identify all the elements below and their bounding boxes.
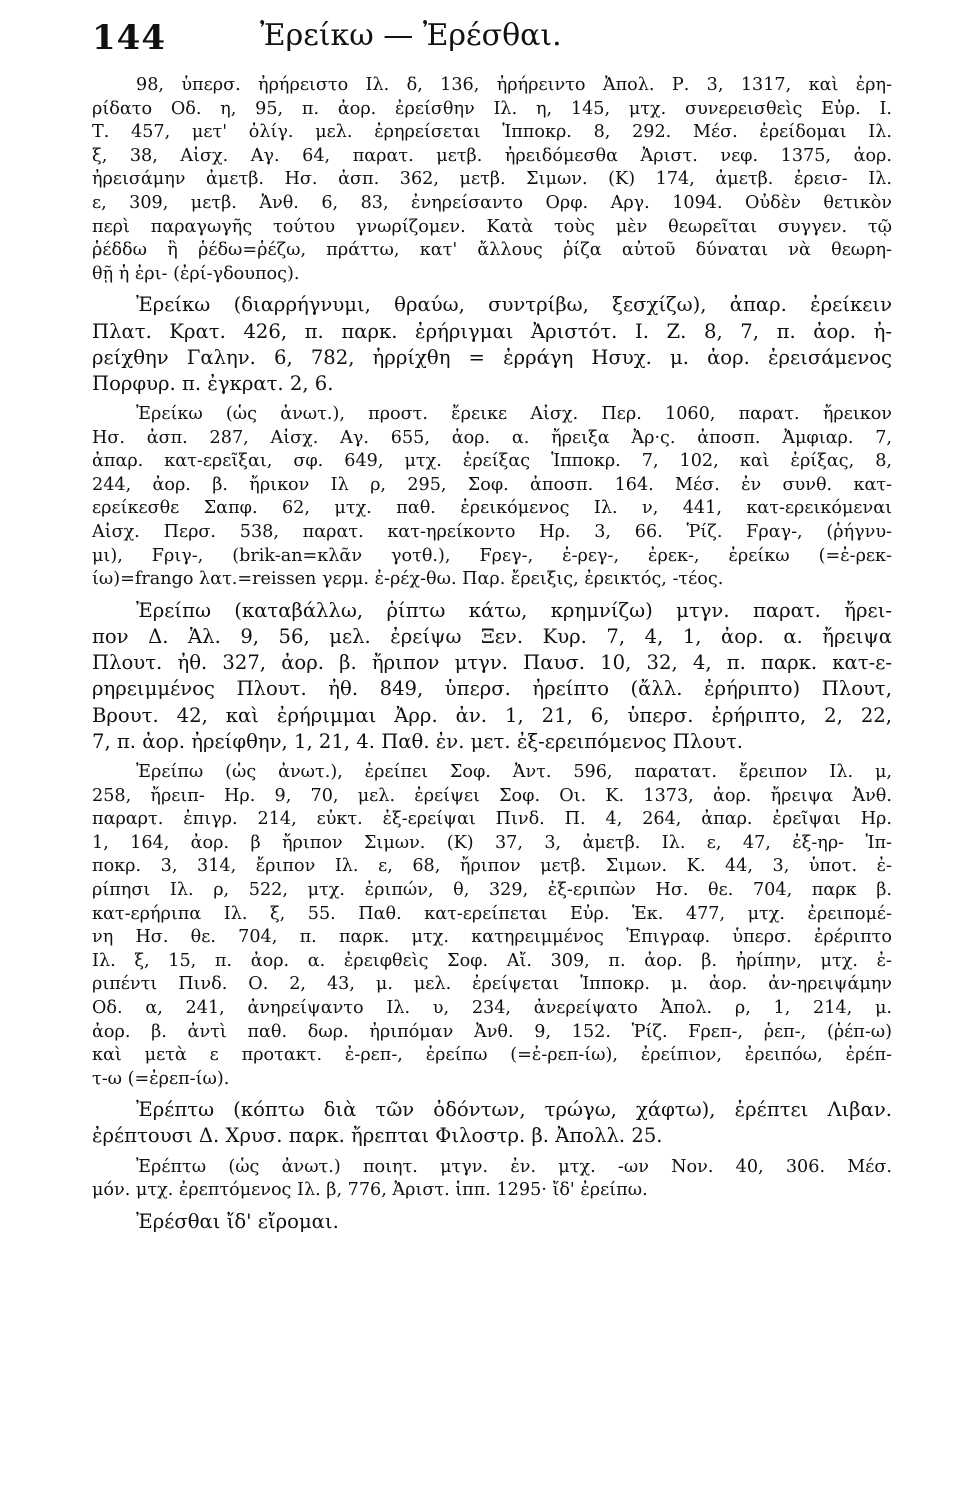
text-line: ρίπησι Ιλ. ρ, 522, μτχ. ἐριπών, θ, 329, ἐξ-εριπὼν Ησ. θε. 704, παρκ β. bbox=[92, 879, 892, 900]
text-line: περὶ παραγωγῆς τούτου γνωρίζομεν. Κατὰ τοὺς μὲν θεωρεῖται συγγεν. τῷ bbox=[92, 216, 892, 237]
text-line: Ἐρέπτω (κόπτω διὰ τῶν ὀδόντων, τρώγω, χάφτω), ἐρέπτει Λιβαν. bbox=[136, 1098, 892, 1122]
text-line: Πλατ. Κρατ. 426, π. παρκ. ἐρήριγμαι Ἀριστότ. Ι. Ζ. 8, 7, π. ἀορ. ἠ- bbox=[92, 319, 892, 343]
entry-paragraph bbox=[92, 1209, 892, 1235]
text-line: νη Ησ. θε. 704, π. παρκ. μτχ. κατηρειμμένος Ἐπιγραφ. ὑπερσ. ἐρέριπτο bbox=[92, 927, 892, 948]
text-line: 98, ὑπερσ. ἠρήρειστο Ιλ. δ, 136, ἠρήρειντο Ἀπολ. Ρ. 3, 1317, καὶ ἐρη- bbox=[136, 75, 892, 95]
text-line: Ησ. ἀσπ. 287, Αἰσχ. Αγ. 655, ἀορ. α. ἤρειξα Ἀρ·ς. ἀποσπ. Ἀμφιαρ. 7, bbox=[92, 427, 892, 448]
text-line: Ἐρείκω (διαρρήγνυμι, θραύω, συντρίβω, ξεσχίζω), ἀπαρ. ἐρείκειν bbox=[136, 293, 892, 317]
text-line: 7, π. ἀορ. ἠρείφθην, 1, 21, 4. Παθ. ἐν. μετ. ἐξ-ερειπόμενος Πλουτ. bbox=[92, 729, 744, 753]
text-line: Ἐρείπω (καταβάλλω, ῥίπτω κάτω, κρημνίζω) μτγν. παρατ. ἤρει- bbox=[136, 598, 892, 622]
text-line: Βρουτ. 42, καὶ ἐρήριμμαι Ἀρρ. ἀν. 1, 21, 6, ὑπερσ. ἐρήριπτο, 2, 22, bbox=[92, 703, 892, 727]
text-line: ερείκεσθε Σαπφ. 62, μτχ. παθ. ἐρεικόμενος Ιλ. ν, 441, κατ-ερεικόμεναι bbox=[92, 498, 892, 519]
text-line: καὶ μετὰ ε προτακτ. ἐ-ρεπ-, ἐρείπω (=ἐ-ρεπ-ίω), ἐρείπιον, ἐρειπόω, ἐρέπ- bbox=[92, 1045, 892, 1066]
text-line: Ἐρείπω (ὡς ἀνωτ.), ἐρείπει Σοφ. Ἀντ. 596, παρατατ. ἔρειπον Ιλ. μ, bbox=[136, 761, 892, 782]
entry-paragraph bbox=[92, 74, 892, 286]
text-line: Οδ. α, 241, ἀνηρείψαντο Ιλ. υ, 234, ἀνερείψατο Ἀπολ. ρ, 1, 214, μ. bbox=[92, 997, 892, 1018]
page-header bbox=[92, 14, 892, 62]
text-line: ρηρειμμένος Πλουτ. ἠθ. 849, ὑπερσ. ἠρείπτο (ἄλλ. ἐρήριπτο) Πλουτ, bbox=[92, 677, 892, 701]
text-line: Πορφυρ. π. ἐγκρατ. 2, 6. bbox=[92, 371, 334, 395]
page-body bbox=[92, 68, 892, 1235]
page-number: 144 bbox=[92, 18, 166, 58]
text-line: 244, ἀορ. β. ἤρικον Ιλ ρ, 295, Σοφ. ἀποσπ. 164. Μέσ. ἐν συνθ. κατ- bbox=[92, 474, 892, 495]
text-line: μόν. μτχ. ἐρεπτόμενος Ιλ. β, 776, Ἀριστ. ἱππ. 1295· ἴδ' ἐρείπω. bbox=[92, 1180, 648, 1201]
text-line: ἀορ. β. ἀντὶ παθ. δωρ. ἠριπόμαν Ἀνθ. 9, 152. Ῥίζ. Fρεπ-, ῥεπ-, (ῥέπ-ω) bbox=[92, 1021, 892, 1042]
text-line: κατ-ερήριπα Ιλ. ξ, 55. Παθ. κατ-ερείπεται Εὐρ. Ἑκ. 477, μτχ. ἐρειπομέ- bbox=[92, 903, 892, 924]
text-line: ρίδατο Οδ. η, 95, π. ἀορ. ἐρείσθην Ιλ. η, 145, μτχ. συνερεισθεὶς Εὐρ. Ι. bbox=[92, 98, 892, 119]
text-line: ριπέντι Πινδ. Ο. 2, 43, μ. μελ. ἐρείψεται Ἱπποκρ. μ. ἀορ. ἀν-ηρειψάμην bbox=[92, 974, 892, 995]
text-line: Ιλ. ξ, 15, π. ἀορ. α. ἐρειφθεὶς Σοφ. Αἴ. 309, π. ἀορ. β. ἠρίπην, μτχ. ἐ- bbox=[92, 950, 892, 971]
text-line: θῇ ἡ ἐρι- (ἐρί-γδουπος). bbox=[92, 263, 300, 284]
text-line: Ἐρέπτω (ὡς ἀνωτ.) ποιητ. μτγν. ἐν. μτχ. -ων Νον. 40, 306. Μέσ. bbox=[136, 1156, 892, 1177]
entry-paragraph bbox=[92, 292, 892, 397]
text-line: ἐρέπτουσι Δ. Χρυσ. παρκ. ἤρεπται Φιλοστρ. β. Ἀπολλ. 25. bbox=[92, 1124, 663, 1148]
text-line: τ-ω (=ἐρεπ-ίω). bbox=[92, 1068, 230, 1089]
text-line: Αἰσχ. Περσ. 538, παρατ. κατ-ηρείκοντο Ηρ. 3, 66. Ῥίζ. Fραγ-, (ῥήγνυ- bbox=[92, 522, 892, 543]
text-line: ρείχθην Γαλην. 6, 782, ἠρρίχθη = ἐρράγη Ησυχ. μ. ἀορ. ἐρεισάμενος bbox=[92, 345, 892, 369]
entry-paragraph bbox=[92, 403, 892, 592]
running-head: Ἐρείκω — Ἐρέσθαι. bbox=[260, 18, 562, 53]
text-line: Πλουτ. ἠθ. 327, ἀορ. β. ἤριπον μτγν. Παυσ. 10, 32, 4, π. παρκ. κατ-ε- bbox=[92, 651, 892, 675]
entry-paragraph bbox=[92, 1097, 892, 1149]
text-line: ε, 309, μετβ. Ἀνθ. 6, 83, ἐνηρείσαντο Ορφ. Αργ. 1094. Οὐδὲν θετικὸν bbox=[92, 192, 892, 213]
entry-paragraph bbox=[92, 598, 892, 755]
text-line: Ἐρείκω (ὡς ἀνωτ.), προστ. ἔρεικε Αἰσχ. Περ. 1060, παρατ. ἤρεικον bbox=[136, 404, 892, 425]
entry-paragraph bbox=[92, 761, 892, 1091]
text-line: ποκρ. 3, 314, ἔριπον Ιλ. ε, 68, ἤριπον μετβ. Σιμων. Κ. 44, 3, ὑποτ. ἐ- bbox=[92, 856, 892, 877]
text-line: Τ. 457, μετ' ὀλίγ. μελ. ἐρηρείσεται Ἱπποκρ. 8, 292. Μέσ. ἐρείδομαι Ιλ. bbox=[92, 122, 892, 143]
text-line: μι), Fριγ-, (brik-an=κλᾶν γοτθ.), Fρεγ-, ἐ-ρεγ-, ἐρεκ-, ἐρείκω (=ἐ-ρεκ- bbox=[92, 545, 892, 566]
text-line: ἀπαρ. κατ-ερεῖξαι, σφ. 649, μτχ. ἐρείξας Ἱπποκρ. 7, 102, καὶ ἐρίξας, 8, bbox=[92, 451, 892, 472]
text-line: ῥέδδω ἢ ῥέδω=ῥέζω, πράττω, κατ' ἄλλους ῥίζα αὐτοῦ δύναται νὰ θεωρη- bbox=[92, 240, 892, 261]
text-line: παραρτ. ἐπιγρ. 214, εὐκτ. ἐξ-ερείψαι Πινδ. Π. 4, 264, ἀπαρ. ἐρεῖψαι Ηρ. bbox=[92, 809, 892, 830]
text-line: ἠρεισάμην ἀμετβ. Ησ. ἀσπ. 362, μετβ. Σιμων. (Κ) 174, ἀμετβ. ἐρεισ- Ιλ. bbox=[92, 169, 892, 190]
text-line: Ἐρέσθαι ἴδ' εἴρομαι. bbox=[136, 1209, 339, 1233]
text-line: 1, 164, ἀορ. β ἤριπον Σιμων. (Κ) 37, 3, ἀμετβ. Ιλ. ε, 47, ἐξ-ηρ- Ἱπ- bbox=[92, 832, 892, 853]
entry-paragraph bbox=[92, 1156, 892, 1203]
text-line: 258, ἤρειπ- Ηρ. 9, 70, μελ. ἐρείψει Σοφ. Οι. Κ. 1373, ἀορ. ἤρειψα Ἀνθ. bbox=[92, 785, 892, 806]
text-line: ξ, 38, Αἰσχ. Αγ. 64, παρατ. μετβ. ἠρειδόμεσθα Ἀριστ. νεφ. 1375, ἀορ. bbox=[92, 145, 892, 166]
text-line: πον Δ. Ἁλ. 9, 56, μελ. ἐρείψω Ξεν. Κυρ. 7, 4, 1, ἀορ. α. ἤρειψα bbox=[92, 625, 892, 649]
text-line: ίω)=frango λατ.=reissen γερμ. ἐ-ρέχ-θω. Παρ. ἔρειξις, ἐρεικτός, -τέος. bbox=[92, 569, 724, 590]
